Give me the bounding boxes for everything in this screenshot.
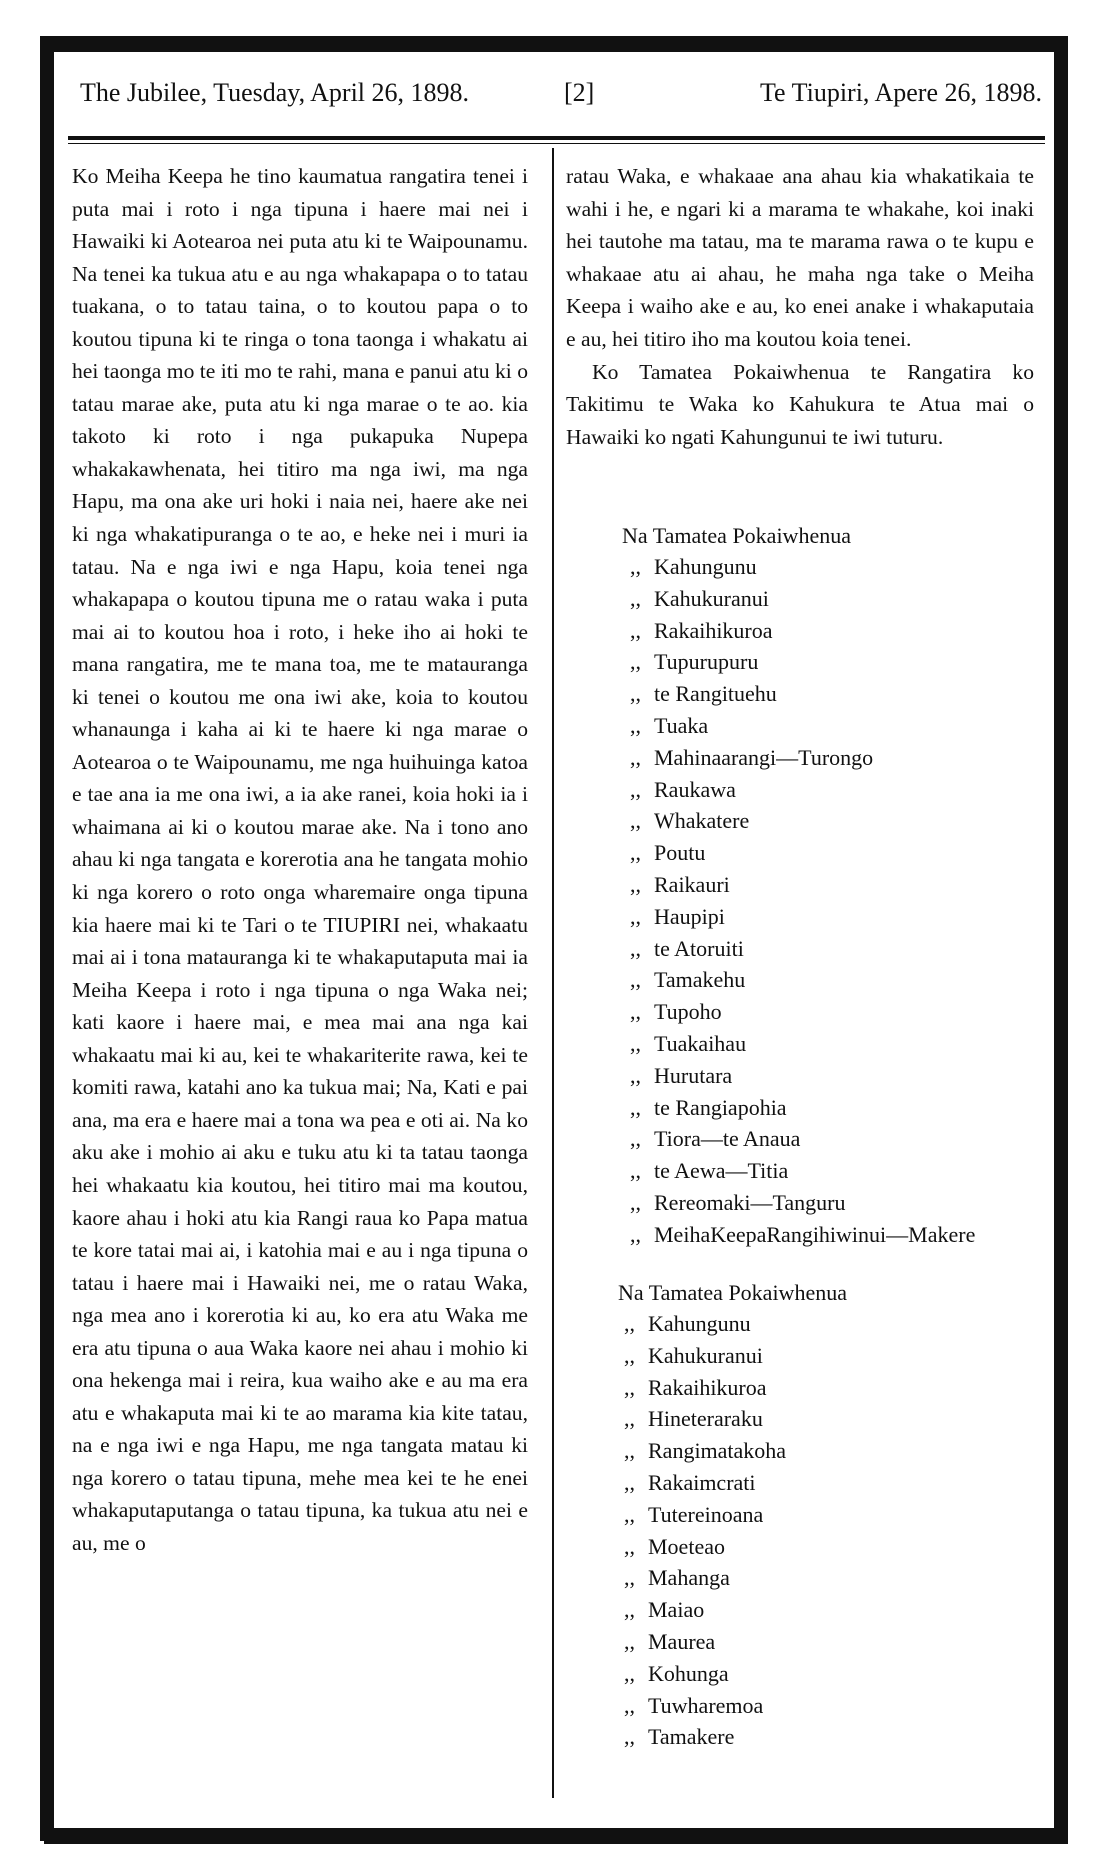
ditto-mark: ,, (630, 1221, 641, 1247)
genealogy-entry (622, 1467, 1062, 1499)
genealogy-entry (628, 742, 1068, 774)
ancestor-name: Tupurupuru (654, 649, 759, 675)
ditto-mark: ,, (630, 1126, 641, 1152)
ditto-mark: ,, (624, 1692, 635, 1718)
genealogy-title: Na Tamatea Pokaiwhenua (618, 1280, 847, 1305)
ditto-mark: ,, (624, 1724, 635, 1750)
ditto-mark: ,, (630, 1189, 641, 1215)
ancestor-name: te Rangiapohia (654, 1094, 787, 1120)
header-english-date: The Jubilee, Tuesday, April 26, 1898. (80, 78, 470, 107)
genealogy-entry (622, 1308, 1062, 1340)
genealogy-names (628, 551, 1068, 1251)
ancestor-name: Tuwharemoa (648, 1692, 764, 1718)
ditto-mark: ,, (624, 1342, 635, 1368)
ancestor-name: Tutereinoana (648, 1501, 764, 1527)
genealogy-entry (628, 901, 1068, 933)
ditto-mark: ,, (624, 1406, 635, 1432)
ancestor-name: Rereomaki—Tanguru (654, 1189, 846, 1215)
ditto-mark: ,, (624, 1660, 635, 1686)
ditto-mark: ,, (630, 808, 641, 834)
ancestor-name: Moeteao (648, 1533, 725, 1559)
header-rule-thin (68, 143, 1045, 144)
genealogy-entry (622, 1340, 1062, 1372)
genealogy-names (622, 1308, 1062, 1753)
ancestor-name: Rakaihikuroa (654, 617, 773, 643)
genealogy-entry (628, 1219, 1068, 1251)
genealogy-list-1 (622, 520, 1068, 1251)
ditto-mark: ,, (630, 744, 641, 770)
ancestor-name: Rakaihikuroa (648, 1374, 767, 1400)
ancestor-name: Maiao (648, 1597, 705, 1623)
ditto-mark: ,, (624, 1565, 635, 1591)
right-paragraph-2: Ko Tamatea Pokaiwhenua te Rangatira ko Takitimu te Waka ko Kahukura te Atua mai o Hawaiki ko ngati Kahungunui te iwi tuturu. (566, 359, 1034, 449)
ditto-mark: ,, (624, 1597, 635, 1623)
genealogy-entry (628, 1028, 1068, 1060)
ancestor-name: Kahukuranui (654, 585, 769, 611)
genealogy-entry (628, 1155, 1068, 1187)
ancestor-name: Rangimatakoha (648, 1438, 787, 1464)
genealogy-entry (628, 964, 1068, 996)
ancestor-name: Whakatere (654, 808, 750, 834)
ancestor-name: Haupipi (654, 903, 725, 929)
ditto-mark: ,, (630, 967, 641, 993)
column-divider (552, 148, 554, 1798)
ancestor-name: Raikauri (654, 871, 730, 897)
ancestor-name: Mahanga (648, 1565, 730, 1591)
ancestor-name: Kahukuranui (648, 1342, 763, 1368)
header-rule (68, 136, 1045, 140)
genealogy-title: Na Tamatea Pokaiwhenua (622, 523, 851, 548)
genealogy-entry (628, 1187, 1068, 1219)
ancestor-name: Hurutara (654, 1062, 733, 1088)
ditto-mark: ,, (630, 1062, 641, 1088)
page-border-left (40, 36, 54, 1841)
page-number: [2] (564, 78, 595, 107)
genealogy-entry (622, 1403, 1062, 1435)
ancestor-name: Kohunga (648, 1660, 729, 1686)
ditto-mark: ,, (624, 1628, 635, 1654)
genealogy-entry (622, 1372, 1062, 1404)
ditto-mark: ,, (630, 1158, 641, 1184)
right-column-intro (566, 160, 1034, 453)
ancestor-name: te Atoruiti (654, 935, 744, 961)
ditto-mark: ,, (630, 617, 641, 643)
ancestor-name: Poutu (654, 840, 706, 866)
genealogy-entry (628, 805, 1068, 837)
genealogy-entry (628, 869, 1068, 901)
genealogy-entry (628, 837, 1068, 869)
ditto-mark: ,, (624, 1311, 635, 1336)
right-paragraph-1: ratau Waka, e whakaae ana ahau kia whakatikaia te wahi i he, e ngari ki a marama te whakahe, koi inaki hei tautohe ma tatau, ma te marama rawa o te kupu e whakaae atu ai ahau, he maha nga take o Meiha Keepa i waiho ake e au, ko enei anake i whakaputaia e au, hei titiro iho ma koutou koia tenei. (566, 164, 1034, 351)
genealogy-entry (628, 1123, 1068, 1155)
ancestor-name: Rakaimcrati (648, 1469, 756, 1495)
ditto-mark: ,, (630, 585, 641, 611)
ancestor-name: Tupoho (654, 999, 722, 1025)
genealogy-entry (622, 1562, 1062, 1594)
ancestor-name: Maurea (648, 1628, 716, 1654)
ancestor-name: Hineteraraku (648, 1406, 763, 1432)
page-border-bottom (44, 1828, 1068, 1844)
genealogy-entry (628, 551, 1068, 583)
genealogy-entry (622, 1594, 1062, 1626)
ditto-mark: ,, (630, 649, 641, 675)
genealogy-entry (628, 933, 1068, 965)
genealogy-entry (622, 1690, 1062, 1722)
ancestor-name: MeihaKeepaRangihiwinui—Makere (654, 1221, 976, 1247)
ancestor-name: Tamakehu (654, 967, 746, 993)
genealogy-entry (628, 710, 1068, 742)
ditto-mark: ,, (630, 554, 641, 579)
ditto-mark: ,, (624, 1469, 635, 1495)
left-column-text: Ko Meiha Keepa he tino kaumatua rangatira tenei i puta mai i roto i nga tipuna i haere mai nei i Hawaiki ki Aotearoa nei puta atu ki te Waipounamu. Na tenei ka tukua atu e au nga whakapapa o to tatau tuakana, o to tatau taina, o to koutou papa o to koutou tipuna ki te ringa o tona taonga i whakatu ai hei taonga mo te iti mo te rahi, mana e panui atu ki o tatau marae ake, puta atu ki nga marae o te ao. kia takoto ki roto i nga pukapuka Nupepa whakakawhenata, hei titiro ma nga iwi, ma nga Hapu, ma ona ake uri hoki i naia nei, haere ake nei ki nga whakatipuranga o te ao, e heke nei i muri ia tatau. Na e nga iwi e nga Hapu, koia tenei nga whakapapa o koutou tipuna me o ratau waka i puta mai ai to koutou hoa i roto, i heke iho ai hoki te mana rangatira, me te mana toa, me te matauranga ki tenei o koutou me ona iwi ake, koia to koutou whanaunga i kaha ai ki te haere ki nga marae o Aotearoa o te Waipounamu, me nga huihuinga katoa e tae ana ia me ona iwi, a ia ake ranei, koia hoki ia i whaimana ai ki o koutou marae ake. Na i tono ano ahau ki nga tangata e korerotia ana he tangata mohio ki nga korero o roto onga wharemaire onga tipuna kia haere mai ki te Tari o te TIUPIRI nei, whakaatu mai ai i tona matauranga ki te whakaputaputa mai ia Meiha Keepa i roto i nga tipuna o nga Waka nei; kati kaore i haere mai, e mea mai ana nga kai whakaatu mai ki au, kei te whakariterite rawa, kei te komiti rawa, katahi ano ka tukua mai; Na, Kati e pai ana, ma era e haere mai a tona wa pea e oti ai. Na ko aku ake i mohio ai aku e tuku atu ki ta tatau taonga hei whakaatu kia koutou, hei titiro mai ma koutou, kaore ahau i hoki atu kia Rangi raua ko Papa matua te kore tatai mai ai, i katohia mai e au i nga tipuna o tatau i haere mai i Hawaiki nei, me o ratau Waka, nga mea ano i korerotia ki au, ko era atu Waka me era atu tipuna o aua Waka kaore nei ahau i mohio ki ona hekenga mai i reira, kua waiho ake e au ma era atu e whakaputa mai ki te ao marama kia kite tatau, na e nga iwi e nga Hapu, me nga tangata matau ki nga korero o tatau tipuna, mehe mea kei te he enei whakaputaputanga o tatau tipuna, ka tukua atu nei e au, me o (72, 164, 528, 1555)
ditto-mark: ,, (630, 712, 641, 738)
genealogy-entry (628, 678, 1068, 710)
page-header (74, 78, 1042, 118)
ancestor-name: Kahungunu (648, 1311, 751, 1336)
genealogy-entry (628, 1060, 1068, 1092)
genealogy-entry (622, 1658, 1062, 1690)
ancestor-name: te Aewa—Titia (654, 1158, 789, 1184)
genealogy-entry (622, 1499, 1062, 1531)
genealogy-entry (628, 615, 1068, 647)
genealogy-entry (628, 1092, 1068, 1124)
genealogy-entry (622, 1721, 1062, 1753)
genealogy-entry (628, 646, 1068, 678)
ditto-mark: ,, (630, 840, 641, 866)
ancestor-name: Tuaka (654, 712, 709, 738)
ancestor-name: te Rangituehu (654, 681, 777, 707)
genealogy-list-2 (618, 1277, 1062, 1753)
genealogy-entry (622, 1626, 1062, 1658)
genealogy-entry (628, 996, 1068, 1028)
ditto-mark: ,, (630, 776, 641, 802)
genealogy-entry (628, 774, 1068, 806)
genealogy-entry (622, 1435, 1062, 1467)
page-border-top (44, 36, 1068, 52)
ditto-mark: ,, (624, 1438, 635, 1464)
ancestor-name: Tuakaihau (654, 1030, 747, 1056)
ditto-mark: ,, (630, 999, 641, 1025)
header-maori-date: Te Tiupiri, Apere 26, 1898. (759, 78, 1042, 107)
ditto-mark: ,, (630, 903, 641, 929)
ancestor-name: Mahinaarangi—Turongo (654, 744, 874, 770)
ancestor-name: Raukawa (654, 776, 736, 802)
ditto-mark: ,, (630, 681, 641, 707)
ditto-mark: ,, (630, 1094, 641, 1120)
ancestor-name: Tiora—te Anaua (654, 1126, 801, 1152)
genealogy-entry (628, 583, 1068, 615)
ancestor-name: Kahungunu (654, 554, 757, 579)
ditto-mark: ,, (624, 1533, 635, 1559)
ditto-mark: ,, (630, 871, 641, 897)
ditto-mark: ,, (630, 935, 641, 961)
genealogy-entry (622, 1531, 1062, 1563)
ditto-mark: ,, (624, 1501, 635, 1527)
ancestor-name: Tamakere (648, 1724, 735, 1750)
ditto-mark: ,, (624, 1374, 635, 1400)
ditto-mark: ,, (630, 1030, 641, 1056)
